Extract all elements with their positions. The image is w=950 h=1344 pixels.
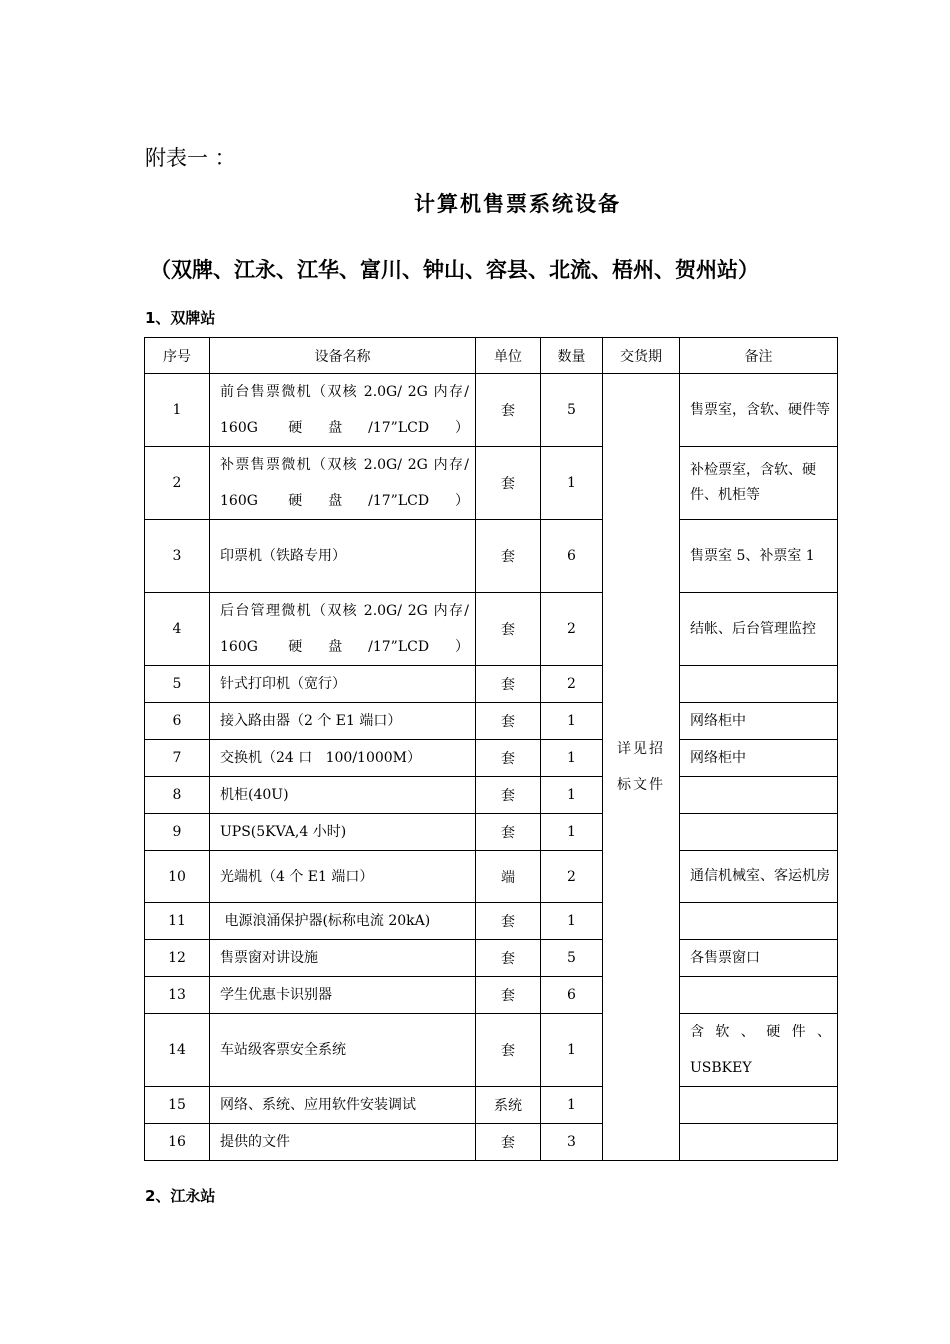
row-note	[680, 777, 838, 814]
row-note: 通信机械室、客运机房	[680, 851, 838, 903]
row-name: 补票售票微机（双核 2.0G/ 2G 内存/ 160G 硬盘/17”LCD）	[210, 447, 476, 520]
row-unit: 套	[476, 903, 541, 940]
row-unit: 套	[476, 703, 541, 740]
delivery-period-cell: 详见招标文件	[603, 374, 680, 1161]
row-qty: 1	[541, 903, 603, 940]
row-name: 印票机（铁路专用）	[210, 520, 476, 593]
row-unit: 套	[476, 1014, 541, 1087]
table-row	[145, 520, 838, 593]
row-no: 14	[145, 1014, 210, 1087]
row-note: 售票室，含软、硬件等	[680, 374, 838, 447]
row-unit: 套	[476, 814, 541, 851]
row-name: 机柜(40U)	[210, 777, 476, 814]
row-unit: 套	[476, 977, 541, 1014]
row-no: 15	[145, 1087, 210, 1124]
row-unit: 套	[476, 593, 541, 666]
row-note	[680, 814, 838, 851]
header-no: 序号	[145, 338, 210, 374]
row-name: 前台售票微机（双核 2.0G/ 2G 内存/ 160G 硬盘/17”LCD）	[210, 374, 476, 447]
row-name: 光端机（4 个 E1 端口）	[210, 851, 476, 903]
table-row	[145, 814, 838, 851]
row-no: 11	[145, 903, 210, 940]
row-qty: 5	[541, 374, 603, 447]
row-no: 6	[145, 703, 210, 740]
row-unit: 套	[476, 520, 541, 593]
table-row	[145, 666, 838, 703]
row-name: 针式打印机（宽行）	[210, 666, 476, 703]
table-row	[145, 447, 838, 520]
row-name: 电源浪涌保护器(标称电流 20kA)	[210, 903, 476, 940]
row-no: 7	[145, 740, 210, 777]
row-note: 含软、硬件、USBKEY	[680, 1014, 838, 1087]
header-delivery: 交货期	[603, 338, 680, 374]
table-row	[145, 940, 838, 977]
row-unit: 套	[476, 666, 541, 703]
table-row	[145, 1087, 838, 1124]
table-row	[145, 374, 838, 447]
row-name: 售票窗对讲设施	[210, 940, 476, 977]
row-no: 12	[145, 940, 210, 977]
row-qty: 1	[541, 814, 603, 851]
row-note: 售票室 5、补票室 1	[680, 520, 838, 593]
row-no: 5	[145, 666, 210, 703]
row-note	[680, 903, 838, 940]
row-note	[680, 666, 838, 703]
row-unit: 系统	[476, 1087, 541, 1124]
table-header-row	[145, 338, 838, 374]
header-qty: 数量	[541, 338, 603, 374]
row-qty: 1	[541, 1087, 603, 1124]
row-qty: 1	[541, 740, 603, 777]
row-qty: 1	[541, 1014, 603, 1087]
row-unit: 套	[476, 740, 541, 777]
table-row	[145, 703, 838, 740]
row-qty: 3	[541, 1124, 603, 1161]
row-note	[680, 1087, 838, 1124]
row-note: 网络柜中	[680, 703, 838, 740]
row-qty: 6	[541, 977, 603, 1014]
row-no: 2	[145, 447, 210, 520]
table-row	[145, 1014, 838, 1087]
row-name: 网络、系统、应用软件安装调试	[210, 1087, 476, 1124]
row-name: 交换机（24 口 100/1000M）	[210, 740, 476, 777]
header-name: 设备名称	[210, 338, 476, 374]
table-row	[145, 740, 838, 777]
row-no: 9	[145, 814, 210, 851]
document-title: 计算机售票系统设备	[414, 192, 621, 216]
table-row	[145, 777, 838, 814]
row-name: 学生优惠卡识别器	[210, 977, 476, 1014]
row-no: 3	[145, 520, 210, 593]
row-unit: 套	[476, 940, 541, 977]
row-qty: 2	[541, 666, 603, 703]
row-unit: 套	[476, 777, 541, 814]
row-no: 1	[145, 374, 210, 447]
table-row	[145, 593, 838, 666]
row-note: 补检票室，含软、硬件、机柜等	[680, 447, 838, 520]
row-unit: 套	[476, 374, 541, 447]
row-qty: 1	[541, 447, 603, 520]
row-name: 提供的文件	[210, 1124, 476, 1161]
row-note	[680, 977, 838, 1014]
table-row	[145, 977, 838, 1014]
row-qty: 5	[541, 940, 603, 977]
equipment-table	[144, 337, 838, 1161]
row-note: 网络柜中	[680, 740, 838, 777]
row-note	[680, 1124, 838, 1161]
row-unit: 套	[476, 1124, 541, 1161]
section-heading-1: 1、双牌站	[145, 309, 216, 327]
table-row	[145, 1124, 838, 1161]
row-name: 接入路由器（2 个 E1 端口）	[210, 703, 476, 740]
header-note: 备注	[680, 338, 838, 374]
table-row	[145, 903, 838, 940]
row-no: 10	[145, 851, 210, 903]
row-name: 后台管理微机（双核 2.0G/ 2G 内存/ 160G 硬盘/17”LCD）	[210, 593, 476, 666]
row-no: 16	[145, 1124, 210, 1161]
row-note: 各售票窗口	[680, 940, 838, 977]
table-row	[145, 851, 838, 903]
row-note: 结帐、后台管理监控	[680, 593, 838, 666]
row-qty: 2	[541, 593, 603, 666]
section-heading-2: 2、江永站	[145, 1187, 216, 1205]
appendix-label: 附表一 ：	[145, 146, 236, 170]
row-qty: 1	[541, 703, 603, 740]
row-no: 13	[145, 977, 210, 1014]
header-unit: 单位	[476, 338, 541, 374]
row-qty: 1	[541, 777, 603, 814]
document-subtitle: （双牌、江永、江华、富川、钟山、容县、北流、梧州、贺州站）	[150, 258, 759, 282]
row-no: 8	[145, 777, 210, 814]
row-unit: 套	[476, 447, 541, 520]
row-unit: 端	[476, 851, 541, 903]
row-qty: 6	[541, 520, 603, 593]
row-name: 车站级客票安全系统	[210, 1014, 476, 1087]
row-no: 4	[145, 593, 210, 666]
row-qty: 2	[541, 851, 603, 903]
row-name: UPS(5KVA,4 小时)	[210, 814, 476, 851]
